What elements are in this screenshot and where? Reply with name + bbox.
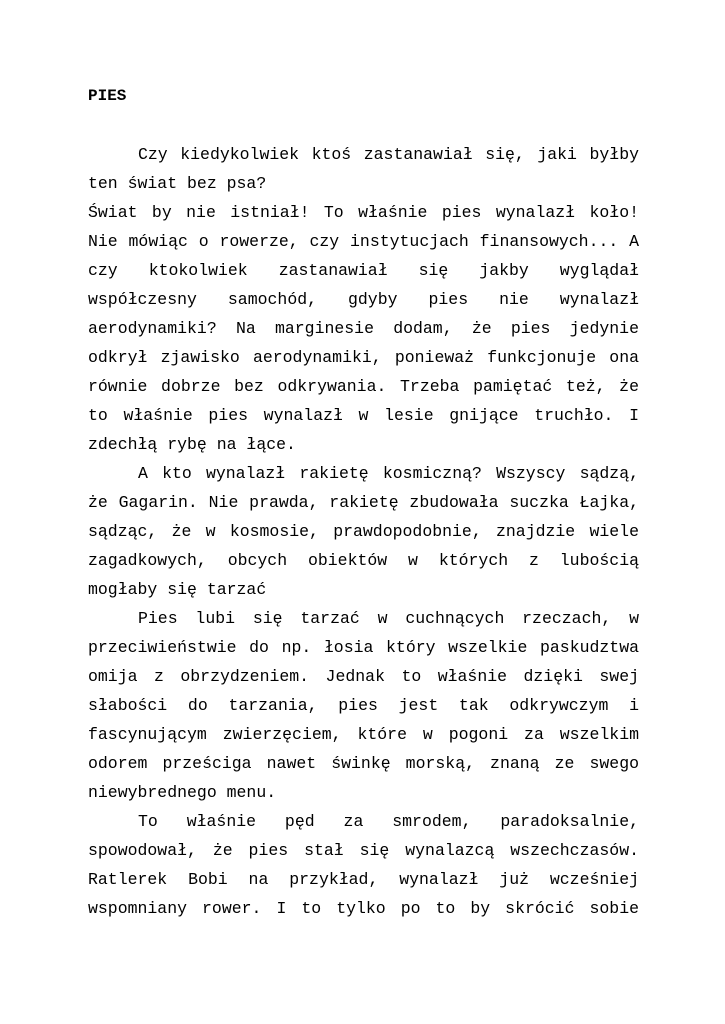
document-body (88, 140, 639, 923)
paragraph-5: To właśnie pęd za smrodem, paradoksalnie, spowodował, że pies stał się wynalazcą wszechczasów. Ratlerek Bobi na przykład, wynalazł już wcześniej wspomniany rower. I to tylko po to by skrócić sobie (88, 812, 639, 918)
document-title: PIES (88, 87, 127, 105)
paragraph-4: Pies lubi się tarzać w cuchnących rzeczach, w przeciwieństwie do np. łosia który wszelkie paskudztwa omija z obrzydzeniem. Jednak to właśnie dzięki swej słabości do tarzania, pies jest tak odkrywczym i fascynującym zwierzęciem, które w pogoni za wszelkim odorem prześciga nawet świnkę morską, znaną ze swego niewybrednego menu. (88, 609, 639, 802)
paragraph-1: Czy kiedykolwiek ktoś zastanawiał się, jaki byłby ten świat bez psa? (88, 145, 639, 193)
paragraph-3: A kto wynalazł rakietę kosmiczną? Wszyscy sądzą, że Gagarin. Nie prawda, rakietę zbudowała suczka Łajka, sądząc, że w kosmosie, prawdopodobnie, znajdzie wiele zagadkowych, obcych obiektów w których z lubością mogłaby się tarzać (88, 464, 639, 599)
paragraph-2: Świat by nie istniał! To właśnie pies wynalazł koło! Nie mówiąc o rowerze, czy instytucjach finansowych... A czy ktokolwiek zastanawiał się jakby wyglądał współczesny samochód, gdyby pies nie wynalazł aerodynamiki? Na marginesie dodam, że pies jedynie odkrył zjawisko aerodynamiki, ponieważ funkcjonuje ona równie dobrze bez odkrywania. Trzeba pamiętać też, że to właśnie pies wynalazł w lesie gnijące truchło. I zdechłą rybę na łące. (88, 203, 639, 454)
